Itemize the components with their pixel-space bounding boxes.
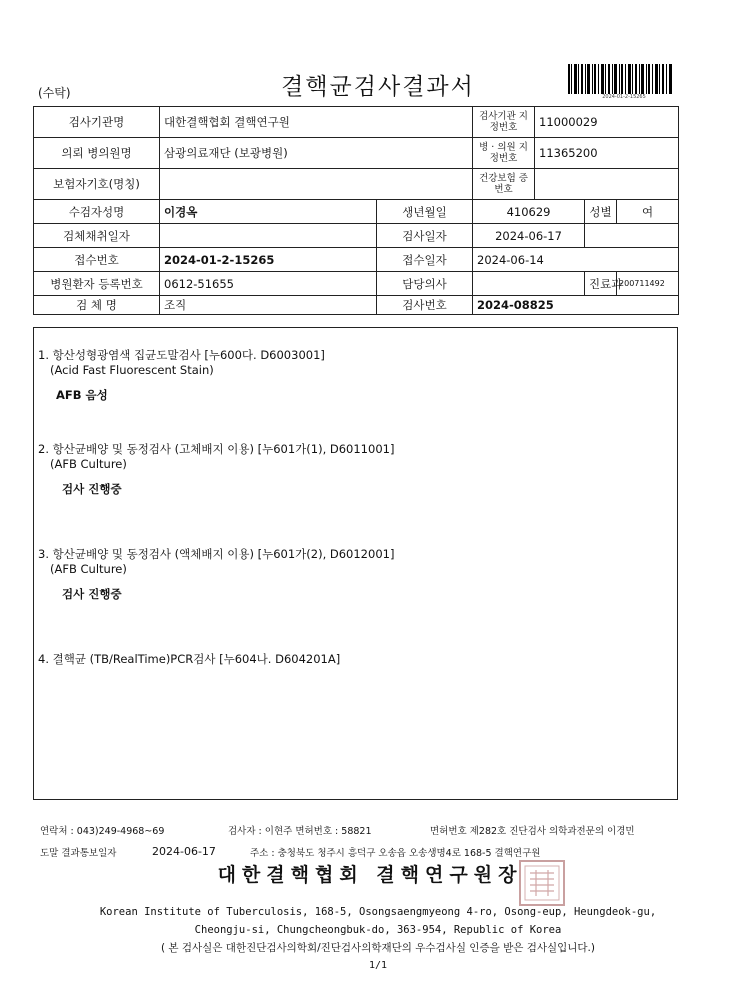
receipt-date-value: 2024-06-14 — [473, 248, 679, 272]
test-no-label: 검사번호 — [377, 296, 473, 315]
req-label: 의뢰 병의원명 — [34, 138, 160, 169]
page-number: 1/1 — [368, 960, 388, 971]
result-english: (AFB Culture) — [50, 562, 127, 576]
contact: 연락처 : 043)249-4968~69 — [40, 826, 165, 837]
hosp-reg-label: 병원환자 등록번호 — [34, 272, 160, 296]
health-ins-value — [535, 169, 679, 200]
inst-value: 대한결핵협회 결핵연구원 — [160, 107, 473, 138]
barcode-number: 2024-01-2-15265 — [602, 94, 646, 100]
result-english: (AFB Culture) — [50, 457, 127, 471]
specimen-value: 조직 — [160, 296, 377, 315]
barcode-icon — [568, 64, 672, 94]
certification-note: ( 본 검사실은 대한진단검사의학회/진단검사의학재단의 우수검사실 인증을 받은 검사실입니다.) — [160, 942, 595, 954]
test-date-value: 2024-06-17 — [473, 224, 585, 248]
report-date-value: 2024-06-17 — [152, 845, 216, 858]
clinic-code-value: 11365200 — [535, 138, 679, 169]
specimen-label: 검 체 명 — [34, 296, 160, 315]
patient-value: 이경옥 — [160, 200, 377, 224]
test-date-label: 검사일자 — [377, 224, 473, 248]
dob-label: 생년월일 — [377, 200, 473, 224]
results-box — [33, 327, 678, 800]
insured-label: 보험자기호(명칭) — [34, 169, 160, 200]
sex-label: 성별 — [585, 200, 617, 224]
result-item — [38, 547, 394, 602]
specialist: 면허번호 제282호 진단검사 의학과전문의 이경민 — [430, 826, 635, 837]
result-value: 검사 진행중 — [62, 482, 122, 496]
receipt-label: (수탁) — [38, 86, 71, 100]
page-title: 결핵균검사결과서 — [281, 74, 475, 100]
inst-code-label: 검사기관 지정번호 — [473, 107, 535, 138]
result-item — [38, 652, 340, 667]
test-date-blank — [585, 224, 679, 248]
receipt-no-value: 2024-01-2-15265 — [160, 248, 377, 272]
hosp-reg-value: 0612-51655 — [160, 272, 377, 296]
inst-label: 검사기관명 — [34, 107, 160, 138]
dept-value: 200711492 — [617, 272, 679, 296]
result-title: 3. 항산균배양 및 동정검사 (액체배지 이용) [누601가(2), D6012001] — [38, 547, 395, 561]
receipt-no-label: 접수번호 — [34, 248, 160, 272]
result-item — [38, 348, 325, 403]
clinic-code-label: 병 · 의원 지정번호 — [473, 138, 535, 169]
result-value: 검사 진행중 — [62, 587, 122, 601]
doctor-value — [473, 272, 585, 296]
inst-code-value: 11000029 — [535, 107, 679, 138]
organization-name: 대한결핵협회 결핵연구원장 — [217, 864, 523, 886]
patient-label: 수검자성명 — [34, 200, 160, 224]
address-ko: 주소 : 충청북도 청주시 흥덕구 오송읍 오송생명4로 168-5 결핵연구원 — [250, 848, 541, 859]
collect-value — [160, 224, 377, 248]
dept-label: 진료과 — [585, 272, 617, 296]
result-item — [38, 442, 394, 497]
address-en-1: Korean Institute of Tuberculosis, 168-5, Osongsaengmyeong 4-ro, Osong-eup, Heungdeok-gu, — [99, 906, 657, 918]
receipt-date-label: 접수일자 — [377, 248, 473, 272]
result-english: (Acid Fast Fluorescent Stain) — [50, 363, 214, 377]
health-ins-label: 건강보험 증번호 — [473, 169, 535, 200]
dob-value: 410629 — [473, 200, 585, 224]
doctor-label: 담당의사 — [377, 272, 473, 296]
patient-info-table — [33, 106, 679, 315]
result-title: 2. 항산균배양 및 동정검사 (고체배지 이용) [누601가(1), D6011001] — [38, 442, 395, 456]
sex-value: 여 — [617, 200, 679, 224]
insured-value — [160, 169, 473, 200]
collect-label: 검체채취일자 — [34, 224, 160, 248]
examiner: 검사자 : 이현주 면허번호 : 58821 — [228, 826, 372, 837]
result-title: 1. 항산성형광염색 집균도말검사 [누600다. D6003001] — [38, 348, 325, 362]
req-value: 삼광의료재단 (보광병원) — [160, 138, 473, 169]
test-no-value: 2024-08825 — [473, 296, 679, 315]
result-title: 4. 결핵균 (TB/RealTime)PCR검사 [누604나. D604201A] — [38, 652, 341, 666]
official-seal-icon — [518, 859, 566, 907]
address-en-2: Cheongju-si, Chungcheongbuk-do, 363-954, Republic of Korea — [194, 924, 562, 936]
report-date-label: 도말 결과통보일자 — [40, 848, 117, 859]
result-value: AFB 음성 — [56, 388, 108, 402]
